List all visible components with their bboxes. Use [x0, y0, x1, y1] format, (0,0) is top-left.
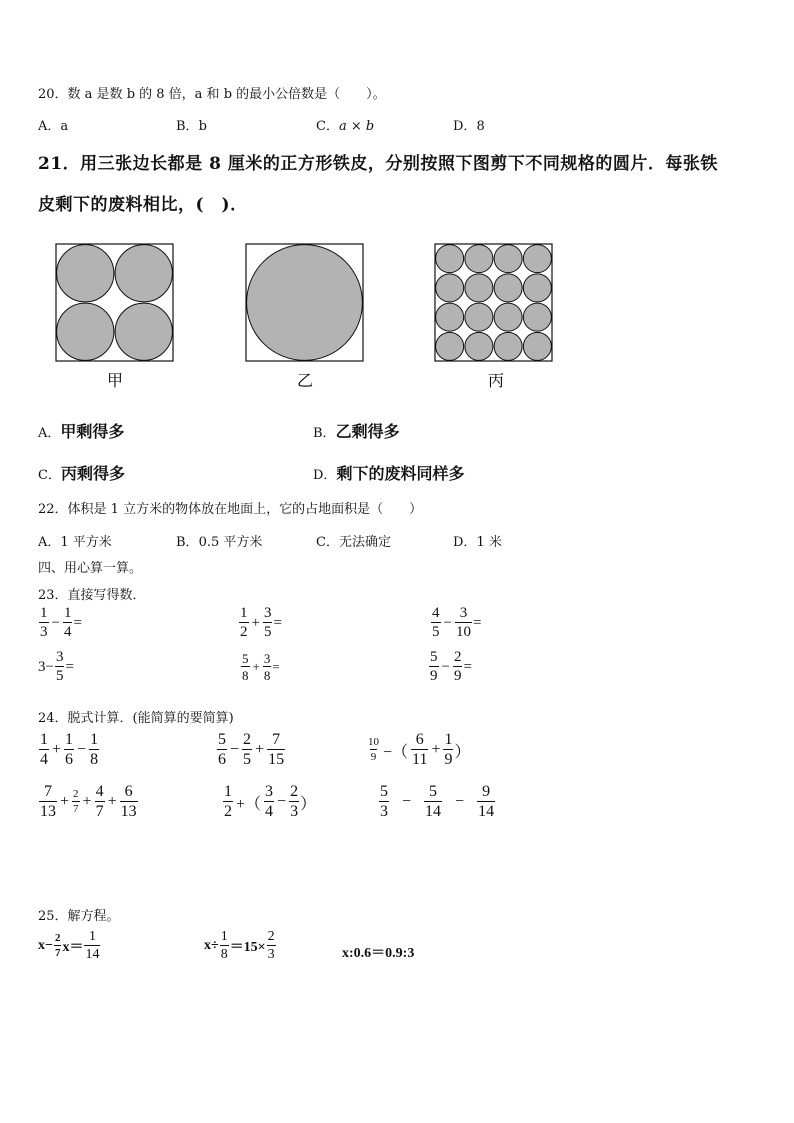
q21-option-b[interactable]: B．乙剩得多 [313, 422, 400, 441]
q25-equation-1[interactable]: x− $\frac{2}{7}$ x＝ $\frac{1}{14}$ [38, 929, 100, 962]
q20-option-a[interactable]: A．a [38, 119, 69, 134]
q20-option-c[interactable]: C．a × b [316, 119, 375, 134]
q20-stem: 20．数 a 是数 b 的 8 倍，a 和 b 的最小公倍数是（ ）。 [38, 87, 386, 102]
q24-expr-1[interactable]: $\frac{1}{4}$ + $\frac{1}{6}$ − $\frac{1}{8}$ [40, 731, 99, 768]
jia-circle [57, 303, 114, 360]
q23-item-2[interactable]: $\frac{1}{2}$ + $\frac{3}{5}$ = [240, 605, 282, 640]
q25-equation-2[interactable]: x÷ $\frac{1}{8}$ ＝15× $\frac{2}{3}$ [204, 929, 275, 962]
bing-circle [523, 303, 551, 331]
q24-expr-4[interactable]: $\frac{7}{13}$ + $\frac{2}{7}$ + $\frac{4}{7}$ + $\frac{6}{13}$ [40, 783, 137, 820]
figure-yi [246, 244, 363, 390]
bing-circle [494, 303, 522, 331]
q21-option-c[interactable]: C．丙剩得多 [38, 464, 125, 483]
q25-equation-3[interactable]: x:0.6＝0.9:3 [342, 946, 415, 961]
q23-stem: 23．直接写得数． [38, 588, 146, 603]
q20-option-b[interactable]: B．b [176, 119, 207, 134]
q22-option-d[interactable]: D．1 米 [453, 535, 502, 550]
jia-circle [57, 245, 114, 302]
q22-option-b[interactable]: B．0.5 平方米 [176, 535, 263, 550]
q23-item-5[interactable]: $\frac{5}{8}$ + $\frac{3}{8}$ = [242, 651, 280, 683]
q21-figures [50, 238, 570, 398]
q24-stem: 24．脱式计算．(能简算的要简算) [38, 711, 234, 726]
bing-circle [436, 332, 464, 360]
q20-option-d[interactable]: D．8 [453, 119, 485, 134]
bing-circle [465, 274, 493, 302]
bing-circle [465, 332, 493, 360]
q23-item-4[interactable]: 3− $\frac{3}{5}$ = [38, 649, 74, 684]
bing-circle [523, 274, 551, 302]
bing-circle [523, 245, 551, 273]
figure-label-jia: 甲 [106, 371, 124, 390]
q23-item-1[interactable]: $\frac{1}{3}$ − $\frac{1}{4}$ = [40, 605, 82, 640]
bing-circle [436, 303, 464, 331]
jia-circle [115, 245, 172, 302]
yi-circle [247, 245, 363, 361]
q24-expr-5[interactable]: $\frac{1}{2}$ +（ $\frac{3}{4}$ − $\frac{2}{3}$ ） [224, 783, 317, 820]
q22-option-c[interactable]: C．无法确定 [316, 535, 391, 550]
q24-expr-6[interactable]: $\frac{5}{3}$ − $\frac{5}{14}$ − $\frac{9}{14}$ [380, 783, 495, 820]
bing-circle [465, 303, 493, 331]
q22-stem: 22．体积是 1 立方米的物体放在地面上，它的占地面积是（ ） [38, 502, 423, 517]
jia-circle [115, 303, 172, 360]
q21-option-a[interactable]: A．甲剩得多 [38, 422, 125, 441]
bing-circle [494, 274, 522, 302]
bing-circle [494, 245, 522, 273]
figure-bing [435, 244, 552, 390]
q21-option-d[interactable]: D．剩下的废料同样多 [313, 464, 465, 483]
q25-stem: 25．解方程。 [38, 909, 120, 924]
bing-circle [436, 245, 464, 273]
q21-stem-line1: 21．用三张边长都是 8 厘米的正方形铁皮，分别按照下图剪下不同规格的圆片．每张铁 [38, 154, 718, 174]
figure-label-yi: 乙 [296, 371, 314, 390]
bing-circle [494, 332, 522, 360]
bing-circle [523, 332, 551, 360]
figure-jia [56, 244, 173, 390]
figure-label-bing: 丙 [487, 371, 505, 390]
bing-circle [436, 274, 464, 302]
q24-expr-2[interactable]: $\frac{5}{6}$ − $\frac{2}{5}$ + $\frac{7}{15}$ [218, 731, 285, 768]
section-4-heading: 四、用心算一算。 [38, 561, 143, 576]
q23-item-6[interactable]: $\frac{5}{9}$ − $\frac{2}{9}$ = [430, 649, 472, 684]
q22-option-a[interactable]: A．1 平方米 [38, 535, 112, 550]
bing-circle [465, 245, 493, 273]
q21-stem-line2: 皮剩下的废料相比，( )． [38, 195, 248, 215]
q24-expr-3[interactable]: $\frac{10}{9}$ −（ $\frac{6}{11}$ + $\frac{1}{9}$ ） [368, 731, 471, 768]
q23-item-3[interactable]: $\frac{4}{5}$ − $\frac{3}{10}$ = [432, 605, 482, 640]
